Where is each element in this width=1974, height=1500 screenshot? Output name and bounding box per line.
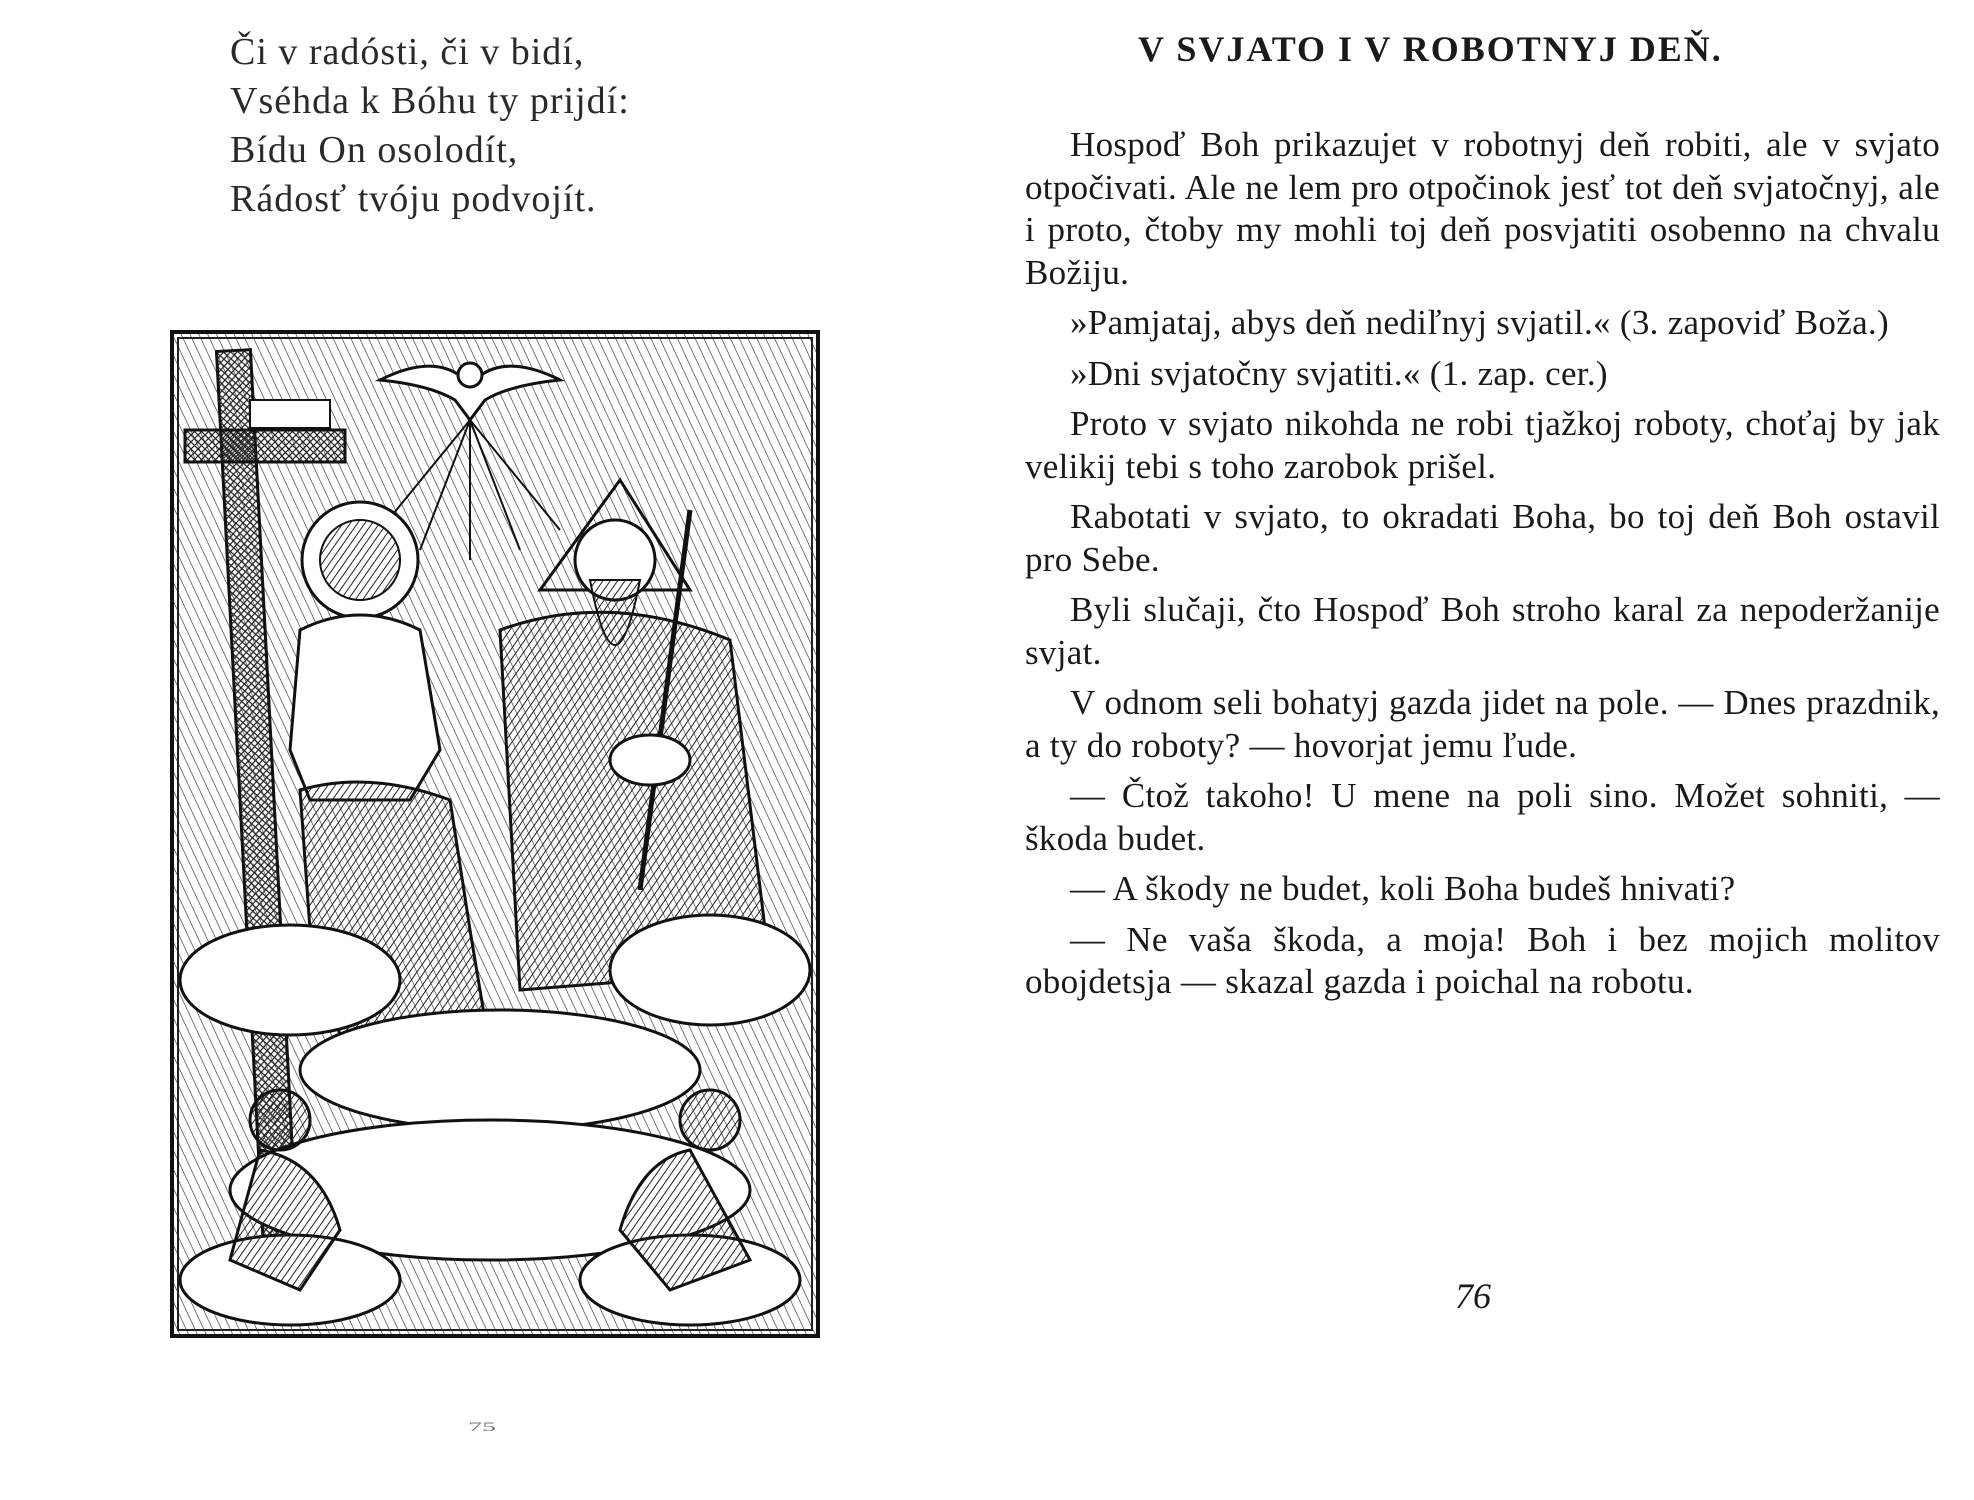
poem-line: Vséhda k Bóhu ty prijdí:: [230, 80, 630, 122]
right-page-number: 76: [1455, 1276, 1491, 1316]
paragraph: »Dni svjatočny svjatiti.« (1. zap. cer.): [1070, 353, 1608, 393]
poem: [230, 28, 630, 224]
poem-line: Rádosť tvóju podvojít.: [230, 178, 597, 220]
poem-line: Bídu On osolodít,: [230, 129, 519, 171]
paragraph: — A škody ne budet, koli Boha budeš hnivati?: [1070, 869, 1736, 908]
paragraph: Rabotati v svjato, to okradati Boha, bo toj deň Boh ostavil pro Sebe.: [1025, 497, 1940, 579]
paragraph: — Ne vaša škoda, a moja! Boh i bez mojich molitov obojdetsja — skazal gazda i poichal na robotu.: [1025, 919, 1940, 1001]
paragraph: V odnom seli bohatyj gazda jidet na pole. — Dnes prazdnik, a ty do roboty? — hovorjat jemu ľude.: [1025, 683, 1940, 765]
paragraph: Proto v svjato nikohda ne robi tjažkoj roboty, choťaj by jak velikij tebi s toho zarobok prišel.: [1025, 404, 1940, 486]
holy-trinity-woodcut-illustration: [170, 330, 820, 1338]
paragraph: — Čtož takoho! U mene na poli sino. Možet sohniti, — škoda budet.: [1025, 776, 1940, 858]
body-text: [1025, 124, 1940, 1004]
left-page-number: 75: [468, 1420, 496, 1434]
poem-line: Či v radósti, či v bidí,: [230, 31, 585, 73]
paragraph: Byli slučaji, čto Hospoď Boh stroho karal za nepoderžanije svjat.: [1025, 590, 1940, 672]
paragraph: Hospoď Boh prikazujet v robotnyj deň robiti, ale v svjato otpočivati. Ale ne lem pro otpočinok jesť tot deň svjatočnyj, ale i proto, čtoby my mohli toj deň posvjatiti osobenno na chvalu Božiju.: [1025, 125, 1940, 292]
paragraph: »Pamjataj, abys deň nediľnyj svjatil.« (3. zapoviď Boža.): [1070, 303, 1889, 342]
chapter-heading: V SVJATO I V ROBOTNYJ DEŇ.: [1138, 29, 1723, 69]
